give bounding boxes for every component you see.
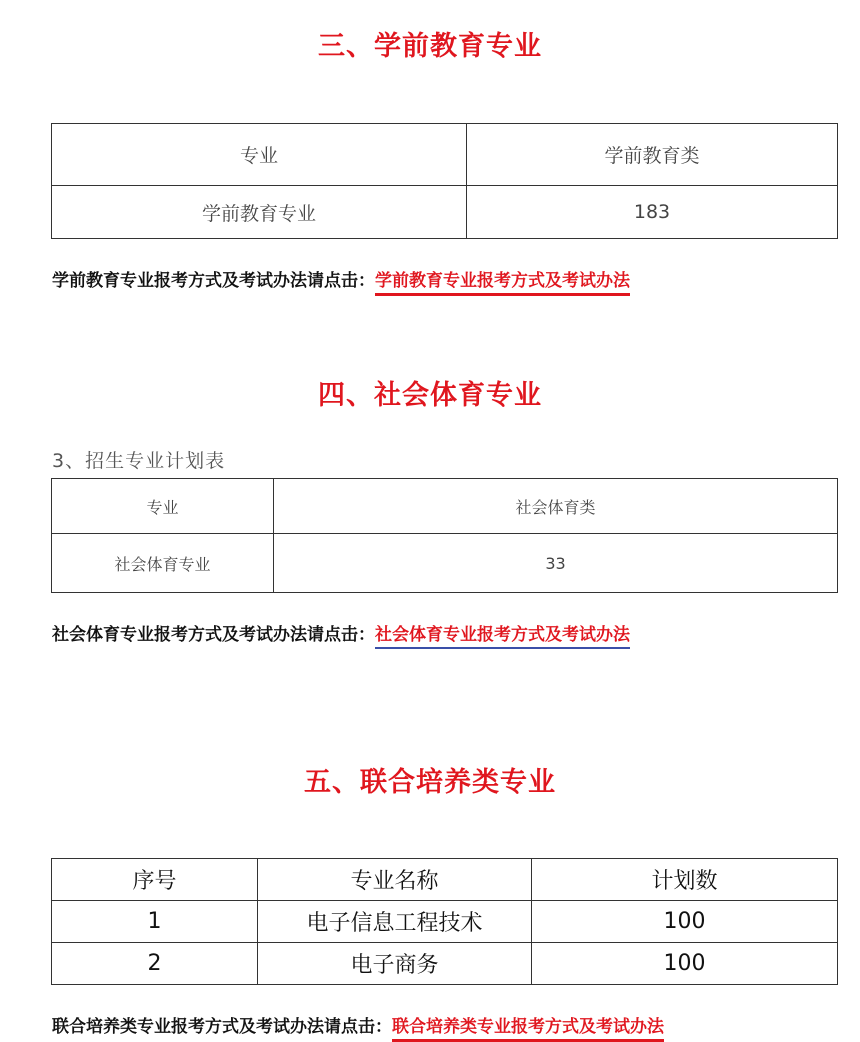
table-header-row [52, 124, 838, 186]
joint-training-apply-line [52, 1012, 664, 1037]
social-sports-apply-link[interactable]: 社会体育专业报考方式及考试办法 [375, 625, 630, 649]
social-sports-plan-table [51, 478, 838, 593]
apply-prompt-text: 社会体育专业报考方式及考试办法请点击： [52, 625, 375, 645]
table-cell: 183 [467, 186, 838, 239]
table-cell: 1 [52, 901, 258, 943]
section-heading-social-sports: 四、社会体育专业 [318, 380, 542, 411]
preschool-plan-table [51, 123, 838, 239]
table-row [52, 534, 838, 593]
section-heading-joint-training: 五、联合培养类专业 [304, 767, 556, 798]
table-header-row [52, 479, 838, 534]
table-row [52, 186, 838, 239]
table-row [52, 901, 838, 943]
table-header-cell: 社会体育类 [274, 479, 838, 534]
table-header-cell: 专业 [52, 479, 274, 534]
table-cell: 100 [532, 901, 838, 943]
table-header-cell: 序号 [52, 859, 258, 901]
table-header-row [52, 859, 838, 901]
table-cell: 社会体育专业 [52, 534, 274, 593]
social-sports-apply-line [52, 620, 630, 645]
table-cell: 学前教育专业 [52, 186, 467, 239]
apply-prompt-text: 学前教育专业报考方式及考试办法请点击： [52, 271, 375, 291]
table-header-cell: 计划数 [532, 859, 838, 901]
table-cell: 2 [52, 943, 258, 985]
table-header-cell: 专业名称 [258, 859, 532, 901]
joint-training-plan-table [51, 858, 838, 985]
preschool-apply-line [52, 266, 630, 291]
table-row [52, 943, 838, 985]
plan-table-caption: 3、招生专业计划表 [52, 450, 226, 472]
preschool-apply-link[interactable]: 学前教育专业报考方式及考试办法 [375, 271, 630, 296]
table-cell: 电子信息工程技术 [258, 901, 532, 943]
table-header-cell: 专业 [52, 124, 467, 186]
apply-prompt-text: 联合培养类专业报考方式及考试办法请点击： [52, 1017, 392, 1037]
table-cell: 电子商务 [258, 943, 532, 985]
table-cell: 100 [532, 943, 838, 985]
table-cell: 33 [274, 534, 838, 593]
table-header-cell: 学前教育类 [467, 124, 838, 186]
joint-training-apply-link[interactable]: 联合培养类专业报考方式及考试办法 [392, 1017, 664, 1042]
section-heading-preschool: 三、学前教育专业 [318, 31, 542, 62]
